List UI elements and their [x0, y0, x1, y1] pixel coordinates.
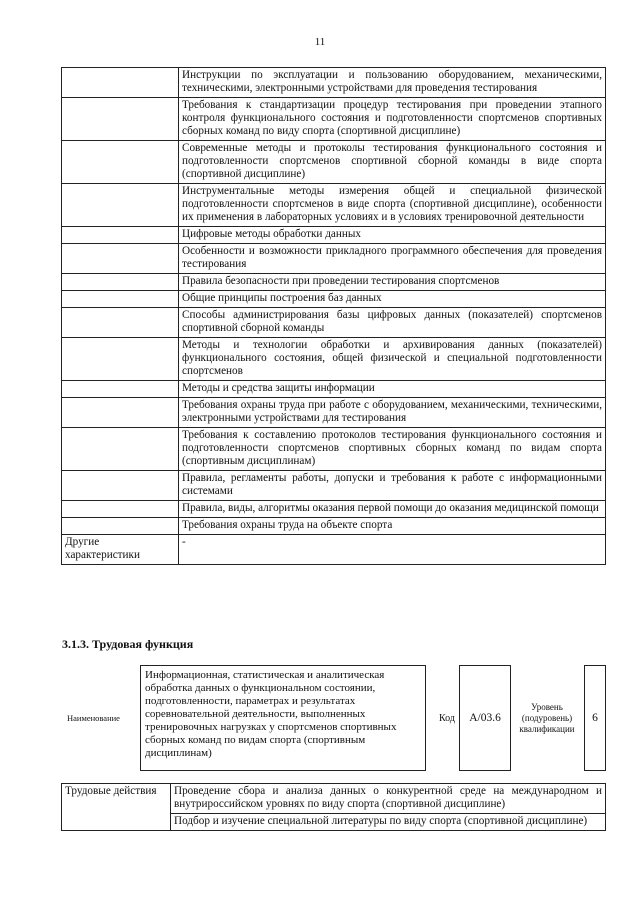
table-row [62, 471, 606, 501]
knowledge-requirements-table [61, 67, 606, 565]
knowledge-item: Правила, регламенты работы, допуски и требования к работе с информационными системами [179, 471, 606, 501]
knowledge-item: Современные методы и протоколы тестирования функционального состояния и подготовленности спортсменов спортивной сборной команды в виде спорта (спортивной дисциплине) [179, 141, 606, 184]
knowledge-label-cell [62, 184, 179, 227]
knowledge-item: Инструкции по эксплуатации и пользованию оборудованием, механическими, техническими, электронными устройствами для проведения тестирования [179, 68, 606, 98]
knowledge-item: Способы администрирования базы цифровых данных (показателей) спортсменов спортивной сборной команды [179, 308, 606, 338]
table-row [62, 398, 606, 428]
knowledge-label-cell [62, 291, 179, 308]
knowledge-item: Требования охраны труда на объекте спорта [179, 518, 606, 535]
table-row [62, 428, 606, 471]
knowledge-label-cell [62, 308, 179, 338]
function-code-label: Код [439, 712, 455, 724]
labor-action-item: Проведение сбора и анализа данных о конкурентной среде на международном и внутрироссийском уровнях по виду спорта (спортивной дисциплине) [171, 784, 606, 814]
table-row [62, 501, 606, 518]
table-row [62, 274, 606, 291]
knowledge-item: Требования к составлению протоколов тестирования функционального состояния и подготовленности спортсменов спортивных сборных команд по видам спорта (спортивным дисциплинам) [179, 428, 606, 471]
knowledge-item: Методы и технологии обработки и архивирования данных (показателей) функционального состояния, общей физической и специальной подготовленности спортсменов [179, 338, 606, 381]
knowledge-item: Особенности и возможности прикладного программного обеспечения для проведения тестирования [179, 244, 606, 274]
knowledge-label-cell [62, 338, 179, 381]
other-characteristics-label: Другие характеристики [62, 535, 179, 565]
page-number: 11 [314, 36, 326, 48]
knowledge-label-cell [62, 381, 179, 398]
table-row [62, 98, 606, 141]
knowledge-label-cell [62, 98, 179, 141]
knowledge-item: Общие принципы построения баз данных [179, 291, 606, 308]
table-row [62, 68, 606, 98]
table-row [62, 244, 606, 274]
knowledge-label-cell [62, 398, 179, 428]
table-row [62, 338, 606, 381]
table-row [62, 227, 606, 244]
knowledge-label-cell [62, 501, 179, 518]
table-row [62, 784, 606, 814]
knowledge-item: Цифровые методы обработки данных [179, 227, 606, 244]
table-row [62, 381, 606, 398]
knowledge-label-cell [62, 428, 179, 471]
knowledge-item: Инструментальные методы измерения общей и специальной физической подготовленности спортсменов в виде спорта (спортивной дисциплине), особенности их применения в лабораторных условиях и в условиях тренировочной деятельности [179, 184, 606, 227]
knowledge-label-cell [62, 274, 179, 291]
table-row [62, 291, 606, 308]
knowledge-item: Правила, виды, алгоритмы оказания первой помощи до оказания медицинской помощи [179, 501, 606, 518]
other-characteristics-value: - [179, 535, 606, 565]
knowledge-item: Требования охраны труда при работе с оборудованием, механическими, техническими, электронными устройствами для тестирования [179, 398, 606, 428]
knowledge-label-cell [62, 227, 179, 244]
qualification-level-label: Уровень (подуровень) квалификации [519, 701, 575, 734]
section-heading: 3.1.3. Трудовая функция [62, 637, 194, 651]
table-row [62, 518, 606, 535]
knowledge-label-cell [62, 518, 179, 535]
table-row [62, 184, 606, 227]
table-row [62, 535, 606, 565]
function-code-value: А/03.6 [459, 665, 511, 771]
labor-actions-table [61, 783, 606, 831]
function-name-label: Наименование [67, 713, 120, 723]
knowledge-label-cell [62, 471, 179, 501]
labor-action-item: Подбор и изучение специальной литературы по виду спорта (спортивной дисциплине) [171, 814, 606, 831]
function-name-value: Информационная, статистическая и аналитическая обработка данных о функциональном состоянии, подготовленности, параметрах и результатах соревновательной деятельности, выполненных тренировочных нагрузках у спортсменов спортивных сборных команд по видам спорта (спортивным дисциплинам) [140, 665, 426, 771]
table-row [62, 308, 606, 338]
labor-actions-label: Трудовые действия [62, 784, 171, 831]
knowledge-label-cell [62, 68, 179, 98]
knowledge-item: Методы и средства защиты информации [179, 381, 606, 398]
knowledge-item: Правила безопасности при проведении тестирования спортсменов [179, 274, 606, 291]
knowledge-item: Требования к стандартизации процедур тестирования при проведении этапного контроля функционального состояния и подготовленности спортсменов спортивных сборных команд по виду спорта (спортивной дисциплине) [179, 98, 606, 141]
knowledge-label-cell [62, 244, 179, 274]
qualification-level-value: 6 [584, 665, 606, 771]
knowledge-label-cell [62, 141, 179, 184]
table-row [62, 141, 606, 184]
